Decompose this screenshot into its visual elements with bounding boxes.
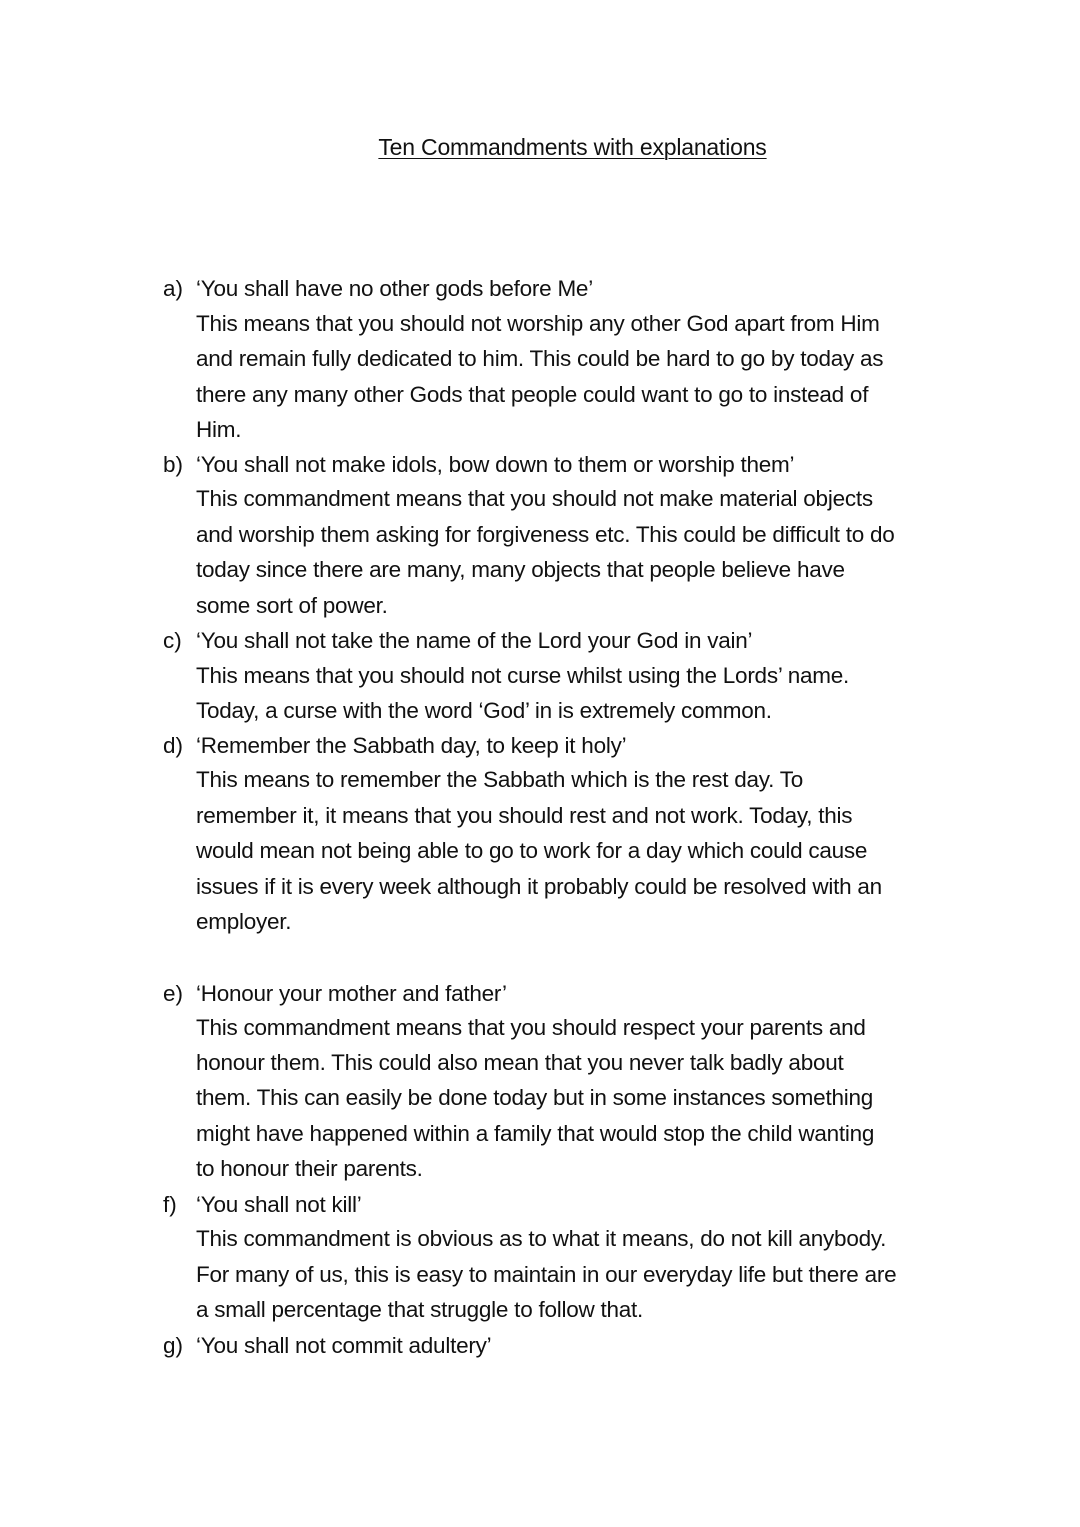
commandment-quote: ‘Remember the Sabbath day, to keep it holy’ [196, 733, 627, 758]
explanation-line: This means that you should not worship any other God apart from Him [196, 311, 880, 336]
explanation-line: employer. [196, 909, 292, 934]
document-title: Ten Commandments with explanations [378, 134, 767, 160]
commandment-quote: ‘You shall not take the name of the Lord your God in vain’ [196, 628, 753, 653]
list-marker: e) [163, 981, 184, 1006]
explanation-line: For many of us, this is easy to maintain in our everyday life but there are [196, 1262, 897, 1287]
commandment-quote: ‘You shall not commit adultery’ [196, 1333, 492, 1358]
commandment-quote: ‘You shall have no other gods before Me’ [196, 276, 593, 301]
explanation-line: Him. [196, 417, 242, 442]
explanation-line: honour them. This could also mean that you never talk badly about [196, 1050, 844, 1075]
explanation-line: and remain fully dedicated to him. This could be hard to go by today as [196, 346, 884, 371]
explanation-line: would mean not being able to go to work for a day which could cause [196, 838, 868, 863]
commandment-quote: ‘You shall not kill’ [196, 1192, 362, 1217]
explanation-line: today since there are many, many objects that people believe have [196, 557, 845, 582]
list-marker: b) [163, 452, 184, 477]
explanation-line: This means to remember the Sabbath which is the rest day. To [196, 767, 803, 792]
explanation-line: This commandment means that you should not make material objects [196, 486, 873, 511]
explanation-line: to honour their parents. [196, 1156, 423, 1181]
list-marker: a) [163, 276, 184, 301]
explanation-line: remember it, it means that you should rest and not work. Today, this [196, 803, 853, 828]
list-marker: d) [163, 733, 184, 758]
list-marker: c) [163, 628, 182, 653]
explanation-line: some sort of power. [196, 593, 388, 618]
explanation-line: them. This can easily be done today but in some instances something [196, 1085, 873, 1110]
explanation-line: Today, a curse with the word ‘God’ in is extremely common. [196, 698, 772, 723]
explanation-line: issues if it is every week although it probably could be resolved with an [196, 874, 882, 899]
explanation-line: there any many other Gods that people could want to go to instead of [196, 382, 869, 407]
explanation-line: a small percentage that struggle to follow that. [196, 1297, 644, 1322]
commandment-quote: ‘You shall not make idols, bow down to them or worship them’ [196, 452, 795, 477]
explanation-line: This commandment means that you should respect your parents and [196, 1015, 866, 1040]
list-marker: f) [163, 1192, 177, 1217]
list-marker: g) [163, 1333, 184, 1358]
explanation-line: This commandment is obvious as to what it means, do not kill anybody. [196, 1226, 887, 1251]
commandment-quote: ‘Honour your mother and father’ [196, 981, 507, 1006]
explanation-line: and worship them asking for forgiveness etc. This could be difficult to do [196, 522, 895, 547]
explanation-line: might have happened within a family that would stop the child wanting [196, 1121, 875, 1146]
explanation-line: This means that you should not curse whilst using the Lords’ name. [196, 663, 850, 688]
